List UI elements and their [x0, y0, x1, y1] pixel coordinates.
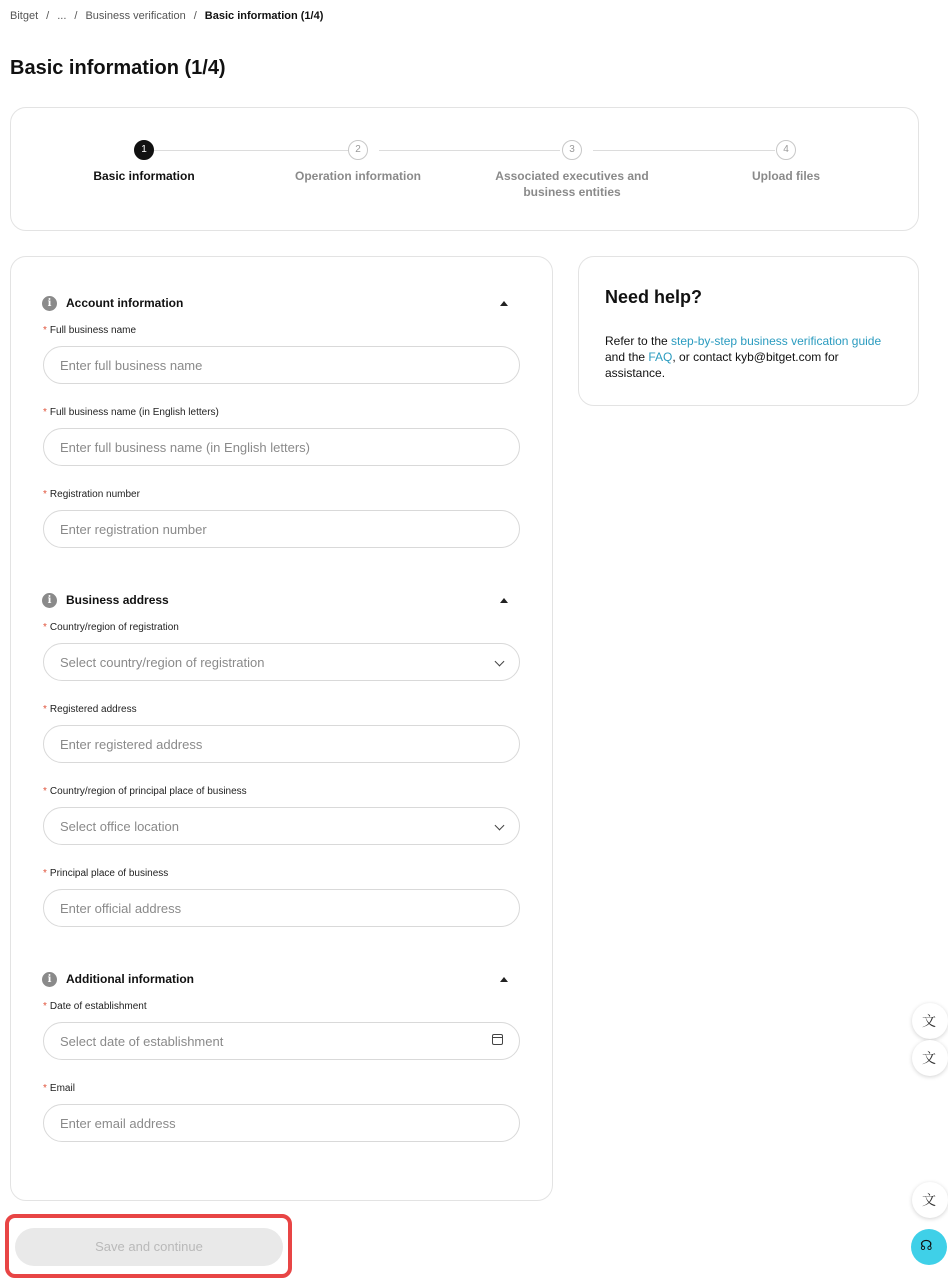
- full-business-name-english-label: * Full business name (in English letters): [43, 407, 219, 418]
- support-chat-button[interactable]: [911, 1229, 947, 1265]
- step-label: Operation information: [295, 169, 421, 183]
- help-title: Need help?: [605, 287, 703, 307]
- breadcrumb-item-bitget[interactable]: Bitget: [10, 10, 39, 22]
- step-number: 3: [562, 140, 582, 160]
- registered-address-input[interactable]: Enter registered address: [43, 725, 520, 763]
- info-icon: i: [42, 593, 57, 608]
- step-number: 4: [776, 140, 796, 160]
- help-text: Refer to the step-by-step business verification guide and the FAQ, or contact kyb@bitget.com for assistance.: [605, 334, 882, 380]
- breadcrumb: [10, 10, 323, 22]
- save-button-highlight: [5, 1214, 292, 1278]
- registration-number-input[interactable]: Enter registration number: [43, 510, 520, 548]
- breadcrumb-item-current: Basic information (1/4): [204, 10, 324, 22]
- save-and-continue-button[interactable]: Save and continue: [15, 1228, 283, 1266]
- headset-icon: ☊: [920, 1237, 933, 1253]
- step-associated-executives: [465, 140, 679, 200]
- full-business-name-label: * Full business name: [43, 325, 137, 336]
- breadcrumb-separator: /: [193, 10, 197, 22]
- info-icon: i: [42, 972, 57, 987]
- collapse-arrow-icon[interactable]: [500, 598, 508, 603]
- translate-icon: 文: [922, 1192, 936, 1208]
- section-business-address[interactable]: [42, 590, 508, 610]
- breadcrumb-separator: /: [46, 10, 50, 22]
- help-card: [578, 256, 919, 406]
- step-label: Upload files: [751, 169, 820, 183]
- step-upload-files: [679, 140, 893, 184]
- page-title: Basic information (1/4): [10, 57, 226, 79]
- progress-stepper: [10, 107, 919, 231]
- section-account-information[interactable]: [42, 293, 508, 313]
- info-icon: i: [42, 296, 57, 311]
- section-title: Account information: [66, 296, 184, 310]
- collapse-arrow-icon[interactable]: [500, 977, 508, 982]
- translate-float-button[interactable]: [912, 1003, 948, 1039]
- country-registration-select[interactable]: Select country/region of registration: [43, 643, 520, 681]
- translate-icon: 文: [922, 1050, 936, 1066]
- chevron-down-icon: [495, 821, 505, 831]
- country-registration-label: * Country/region of registration: [43, 622, 179, 633]
- calendar-icon[interactable]: [492, 1034, 503, 1045]
- registered-address-label: * Registered address: [43, 704, 137, 715]
- faq-link[interactable]: FAQ: [648, 350, 673, 364]
- step-number: 1: [134, 140, 154, 160]
- step-number: 2: [348, 140, 368, 160]
- step-operation-information: [251, 140, 465, 184]
- translate-float-button[interactable]: [912, 1040, 948, 1076]
- step-label: Associated executives and business entities: [495, 169, 649, 199]
- principal-place-input[interactable]: Enter official address: [43, 889, 520, 927]
- section-title: Business address: [66, 593, 169, 607]
- email-input[interactable]: Enter email address: [43, 1104, 520, 1142]
- step-basic-information: [37, 140, 251, 184]
- breadcrumb-separator: /: [74, 10, 78, 22]
- country-principal-label: * Country/region of principal place of business: [43, 786, 247, 797]
- breadcrumb-item-ellipsis[interactable]: ...: [57, 10, 67, 22]
- translate-float-button[interactable]: [912, 1182, 948, 1218]
- office-location-select[interactable]: Select office location: [43, 807, 520, 845]
- section-title: Additional information: [66, 972, 194, 986]
- breadcrumb-item-business-verification[interactable]: Business verification: [85, 10, 186, 22]
- chevron-down-icon: [495, 657, 505, 667]
- email-label: * Email: [43, 1083, 75, 1094]
- verification-guide-link[interactable]: step-by-step business verification guide: [671, 334, 882, 348]
- date-establishment-label: * Date of establishment: [43, 1001, 147, 1012]
- section-additional-information[interactable]: [42, 969, 508, 989]
- translate-icon: 文: [922, 1013, 936, 1029]
- date-establishment-picker[interactable]: Select date of establishment: [43, 1022, 520, 1060]
- registration-number-label: * Registration number: [43, 489, 140, 500]
- principal-place-label: * Principal place of business: [43, 868, 169, 879]
- full-business-name-english-input[interactable]: Enter full business name (in English letters): [43, 428, 520, 466]
- step-label: Basic information: [93, 169, 195, 183]
- business-form-card: [10, 256, 553, 1201]
- collapse-arrow-icon[interactable]: [500, 301, 508, 306]
- full-business-name-input[interactable]: Enter full business name: [43, 346, 520, 384]
